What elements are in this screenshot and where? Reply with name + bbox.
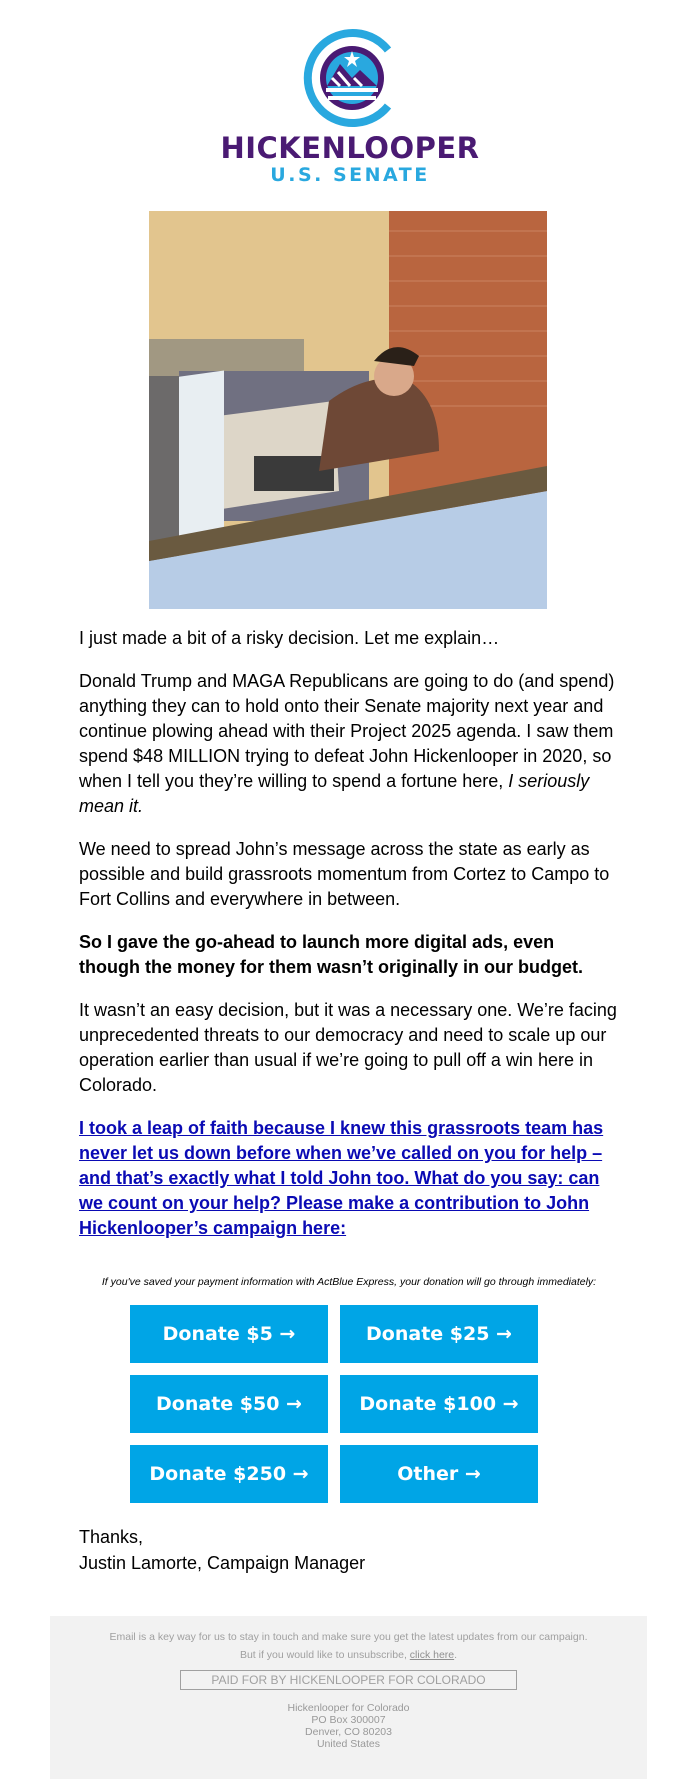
paragraph-ads: So I gave the go-ahead to launch more digital ads, even though the money for them wasn’t originally in our budget.	[79, 932, 583, 977]
address-line: PO Box 300007	[311, 1714, 386, 1726]
actblue-note: If you've saved your payment information with ActBlue Express, your donation will go through immediately:	[101, 1276, 597, 1288]
footer	[50, 1616, 647, 1779]
address-line: Denver, CO 80203	[305, 1726, 392, 1738]
paragraph-cta	[79, 1116, 619, 1241]
signature-thanks: Thanks,	[79, 1527, 144, 1547]
address-line: Hickenlooper for Colorado	[287, 1702, 410, 1714]
paragraph-text: Donald Trump and MAGA Republicans are going to do (and spend) anything they can to hold onto their Senate majority next year and continue plowing ahead with their Project 2025 agenda. I saw them spend $48 MILLION trying to defeat John Hickenlooper in 2020, so when I tell you they’re willing to spend a fortune here,	[79, 671, 615, 791]
signature-name: Justin Lamorte, Campaign Manager	[79, 1553, 366, 1573]
emphasis-text: I seriously mean it.	[79, 771, 590, 816]
logo-name: HICKENLOOPER	[220, 131, 480, 165]
footer-line2	[50, 1646, 647, 1664]
mailing-address	[50, 1702, 647, 1750]
donate-100-button[interactable]: Donate $100 →	[340, 1375, 538, 1433]
footer-line2-end: .	[454, 1649, 458, 1661]
donate-250-button[interactable]: Donate $250 →	[130, 1445, 328, 1503]
paid-for-disclaimer: PAID FOR BY HICKENLOOPER FOR COLORADO	[180, 1670, 517, 1690]
paragraph-trump	[79, 669, 619, 819]
donate-other-button[interactable]: Other →	[340, 1445, 538, 1503]
signature	[79, 1524, 365, 1576]
donate-5-button[interactable]: Donate $5 →	[130, 1305, 328, 1363]
contribution-link[interactable]: I took a leap of faith because I knew this grassroots team has never let us down before when we’ve called on you for help – and that’s exactly what I told John too. What do you say: can we count on your help? Please make a contribution to John Hickenlooper’s campaign here:	[79, 1118, 604, 1238]
logo-subtitle: U.S. SENATE	[270, 164, 430, 186]
campaign-logo	[0, 28, 700, 186]
donate-25-button[interactable]: Donate $25 →	[340, 1305, 538, 1363]
footer-line1: Email is a key way for us to stay in touch and make sure you get the latest updates from our campaign.	[109, 1631, 588, 1643]
donate-50-button[interactable]: Donate $50 →	[130, 1375, 328, 1433]
footer-line2-text: But if you would like to unsubscribe,	[239, 1649, 410, 1661]
paragraph-intro: I just made a bit of a risky decision. Let me explain…	[79, 628, 500, 648]
donation-buttons	[130, 1305, 540, 1503]
unsubscribe-link[interactable]: click here	[409, 1649, 455, 1661]
email-body	[79, 626, 619, 1289]
hero-photo	[149, 211, 547, 609]
address-line: United States	[316, 1738, 381, 1750]
logo-emblem-icon	[300, 28, 400, 128]
paragraph-decision: It wasn’t an easy decision, but it was a necessary one. We’re facing unprecedented threats to our democracy and need to scale up our operation earlier than usual if we’re going to pull off a win here in Colorado.	[79, 1000, 617, 1095]
paragraph-message: We need to spread John’s message across the state as early as possible and build grassroots momentum from Cortez to Campo to Fort Collins and everywhere in between.	[79, 839, 610, 909]
